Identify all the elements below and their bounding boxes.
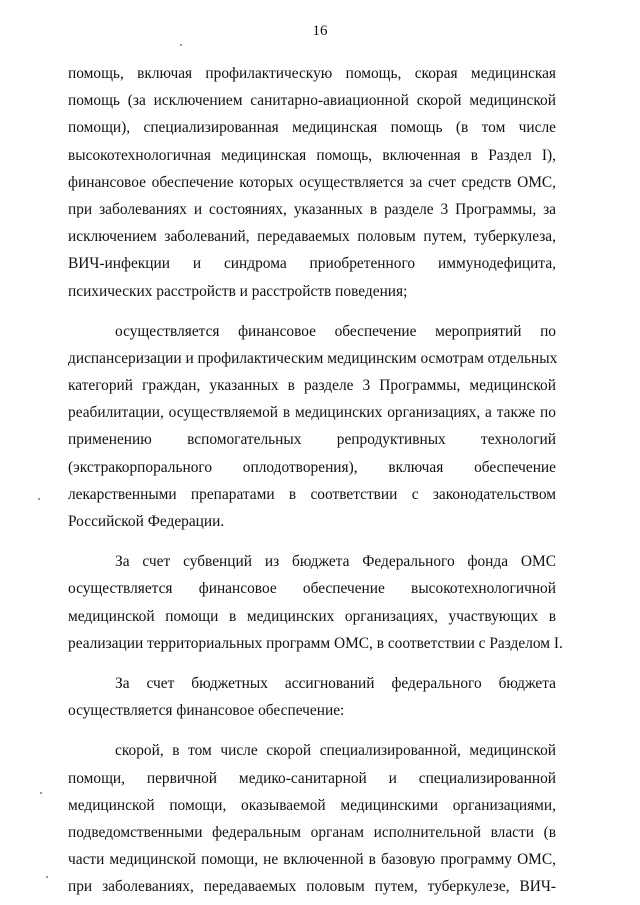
paragraph — [68, 737, 556, 900]
scan-speck — [46, 876, 48, 878]
text-line: исключением заболеваний, передаваемых половым путем, туберкулеза, — [68, 228, 556, 246]
text-line: психических расстройств и расстройств поведения; — [68, 282, 408, 300]
text-line: осуществляется финансовое обеспечение высокотехнологичной — [68, 580, 556, 598]
text-line: осуществляется финансовое обеспечение мероприятий по — [115, 322, 556, 340]
paragraph — [68, 318, 556, 536]
text-line: высокотехнологичная медицинская помощь, включенная в Раздел I), — [68, 146, 556, 164]
text-line: (экстракорпорального оплодотворения), включая обеспечение — [68, 458, 556, 476]
text-line: финансовое обеспечение которых осуществляется за счет средств ОМС, — [68, 173, 556, 191]
text-line: при заболеваниях и состояниях, указанных в разделе 3 Программы, за — [68, 200, 556, 218]
text-line: части медицинской помощи, не включенной в базовую программу ОМС, — [68, 851, 556, 869]
scan-speck — [40, 792, 42, 794]
text-line: применению вспомогательных репродуктивных технологий — [68, 431, 556, 449]
text-line: медицинской помощи, оказываемой медицинскими организациями, — [68, 796, 556, 814]
paragraph — [68, 60, 556, 305]
document-body — [68, 60, 563, 900]
text-line: помощь (за исключением санитарно-авиационной скорой медицинской — [68, 92, 556, 110]
text-line: лекарственными препаратами в соответствии с законодательством — [68, 485, 556, 503]
text-line: помощь, включая профилактическую помощь, скорая медицинская — [68, 65, 556, 82]
text-line: диспансеризации и профилактическим медицинским осмотрам отдельных — [68, 349, 558, 367]
text-line: помощи, первичной медико-санитарной и специализированной — [68, 769, 556, 787]
text-line: медицинской помощи в медицинских организациях, участвующих в — [68, 607, 556, 625]
text-line: скорой, в том числе скорой специализированной, медицинской — [115, 742, 556, 760]
paragraph — [68, 670, 556, 724]
text-line: ВИЧ-инфекции и синдрома приобретенного иммунодефицита, — [68, 255, 556, 273]
page-number: 16 — [312, 23, 328, 39]
text-line: За счет субвенций из бюджета Федерального фонда ОМС — [115, 553, 556, 571]
text-line: помощи), специализированная медицинская помощь (в том числе — [68, 119, 556, 137]
text-line: категорий граждан, указанных в разделе 3 Программы, медицинской — [68, 377, 556, 395]
text-line: подведомственными федеральным органам исполнительной власти (в — [68, 823, 556, 841]
scan-speck — [38, 498, 40, 500]
text-line: Российской Федерации. — [68, 513, 225, 530]
scan-speck — [180, 44, 182, 46]
text-line: осуществляется финансовое обеспечение: — [68, 702, 345, 720]
text-line: при заболеваниях, передаваемых половым путем, туберкулезе, ВИЧ- — [68, 878, 556, 896]
paragraph — [68, 548, 563, 657]
text-line: реализации территориальных программ ОМС, в соответствии с Разделом I. — [68, 634, 563, 652]
text-line: За счет бюджетных ассигнований федерального бюджета — [115, 674, 556, 692]
text-line: реабилитации, осуществляемой в медицинских организациях, а также по — [68, 404, 556, 422]
